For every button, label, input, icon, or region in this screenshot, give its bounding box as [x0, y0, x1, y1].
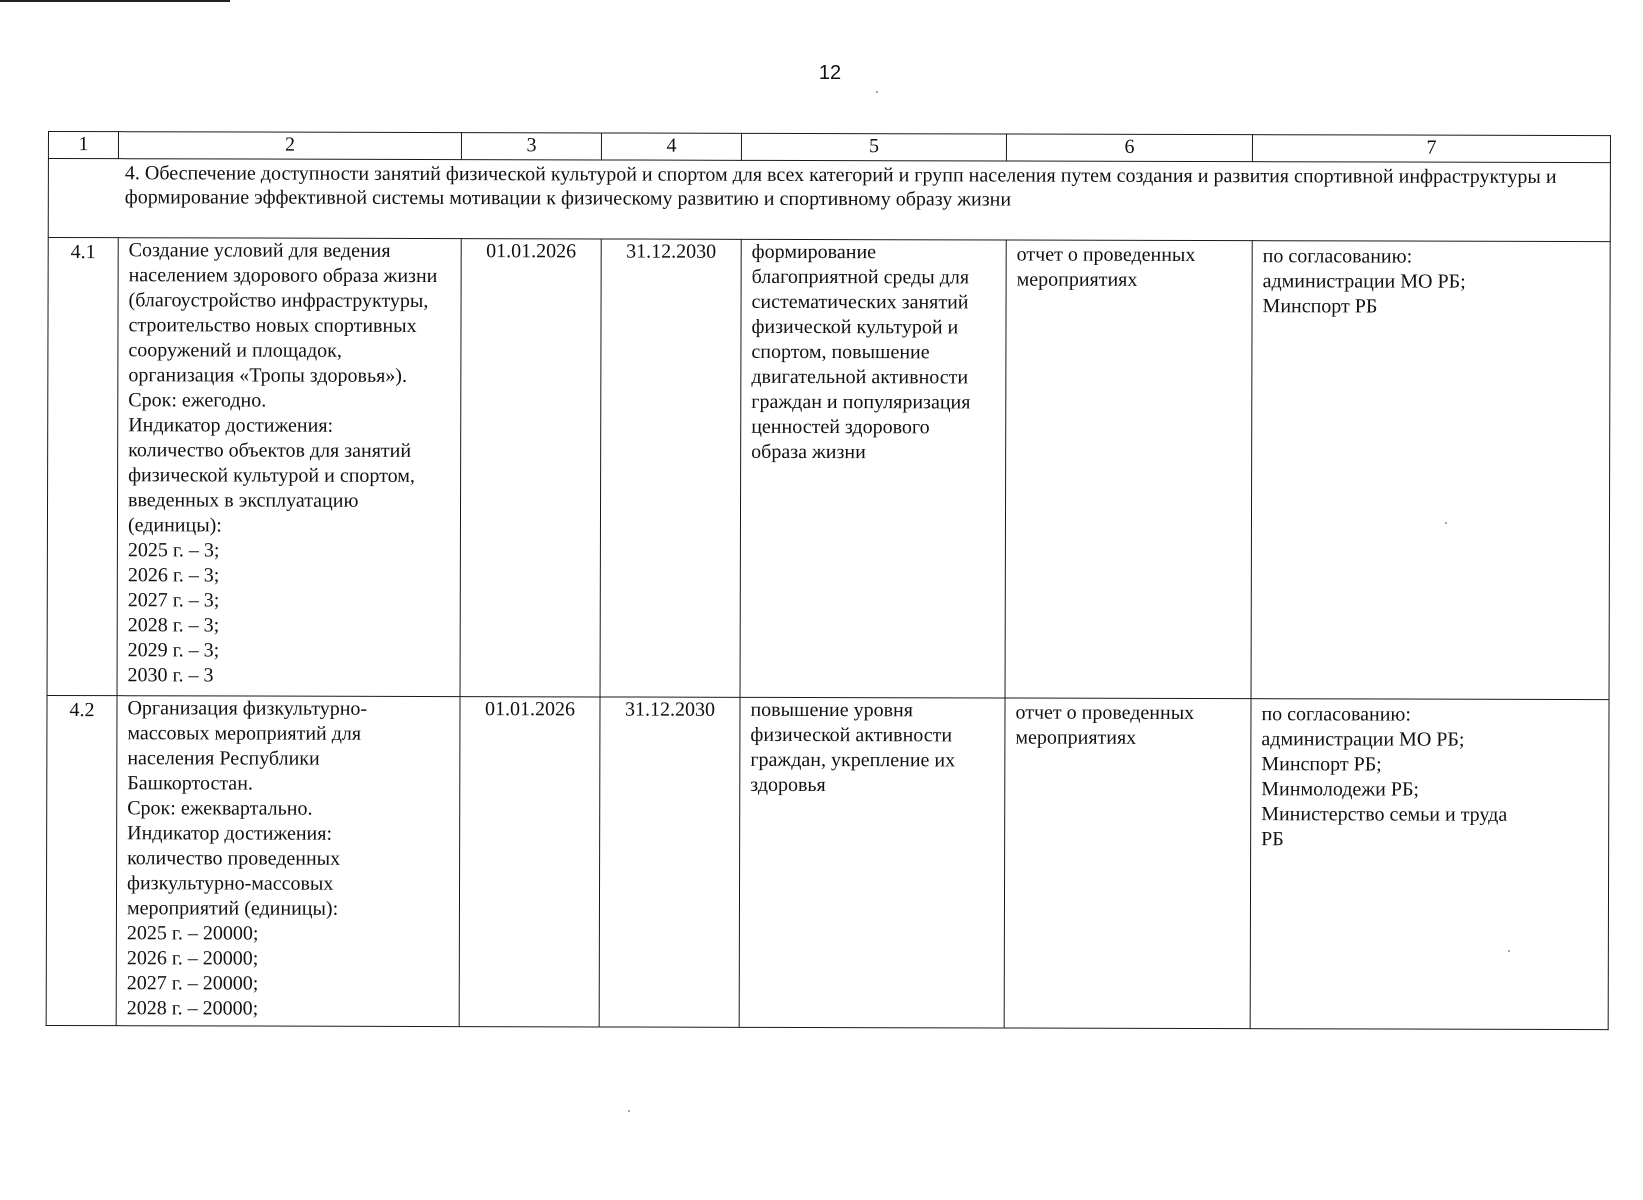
column-number: 6: [1006, 134, 1252, 162]
end-date: 31.12.2030: [600, 239, 741, 697]
page-number: 12: [818, 62, 842, 84]
column-number: 4: [601, 133, 741, 160]
section-row: [48, 159, 1610, 242]
column-number: 1: [48, 132, 118, 159]
measures-table: [46, 131, 1611, 1030]
table-row: [46, 695, 1609, 1029]
scan-speck: [1445, 522, 1447, 524]
column-number: 5: [741, 133, 1006, 161]
start-date: 01.01.2026: [459, 697, 600, 1027]
expected-result: формирование благоприятной среды для систематических занятий физической культурой и спортом, повышение двигательной активности граждан и популяризация ценностей здорового образа жизни: [740, 239, 1006, 698]
scan-speck: [1508, 950, 1510, 952]
table-row: [47, 238, 1610, 700]
column-number: 3: [461, 133, 601, 160]
report-form: отчет о проведенных мероприятиях: [1005, 240, 1252, 699]
executors: по согласованию: администрации МО РБ; Минспорт РБ; Минмолодежи РБ; Министерство семьи и труда РБ: [1250, 699, 1609, 1030]
executors: по согласованию: администрации МО РБ; Минспорт РБ: [1251, 241, 1610, 700]
scan-speck: [628, 1110, 630, 1112]
column-number: 2: [118, 132, 461, 160]
report-form: отчет о проведенных мероприятиях: [1004, 698, 1251, 1029]
scan-speck: [876, 91, 878, 93]
row-index: 4.2: [46, 695, 117, 1025]
column-number-row: [48, 132, 1610, 163]
start-date: 01.01.2026: [460, 239, 601, 697]
measure-description: Организация физкультурно- массовых мероприятий для населения Республики Башкортостан. Срок: ежеквартально. Индикатор достижения: количество проведенных физкультурно-массовых мероприятий (единицы): 2025 г. – 20000; 2026 г. – 20000; 2027 г. – 20000; 2028 г. – 20000;: [116, 696, 460, 1027]
measure-description: Создание условий для ведения населением здорового образа жизни (благоустройство инфраструктуры, строительство новых спортивных сооружений и площадок, организация «Тропы здоровья»). Срок: ежегодно. Индикатор достижения: количество объектов для занятий физической культурой и спортом, введенных в эксплуатацию (единицы): 2025 г. – 3; 2026 г. – 3; 2027 г. – 3; 2028 г. – 3; 2029 г. – 3; 2030 г. – 3: [117, 238, 461, 697]
scan-edge-line: [0, 0, 230, 2]
expected-result: повышение уровня физической активности граждан, укрепление их здоровья: [739, 697, 1005, 1028]
end-date: 31.12.2030: [599, 697, 740, 1027]
section-title: 4. Обеспечение доступности занятий физической культурой и спортом для всех категорий и групп населения путем создания и развития спортивной инфраструктуры и формирование эффективной системы мотивации к физическому развитию и спортивному образу жизни: [48, 159, 1610, 242]
column-number: 7: [1252, 135, 1610, 163]
row-index: 4.1: [47, 238, 118, 696]
